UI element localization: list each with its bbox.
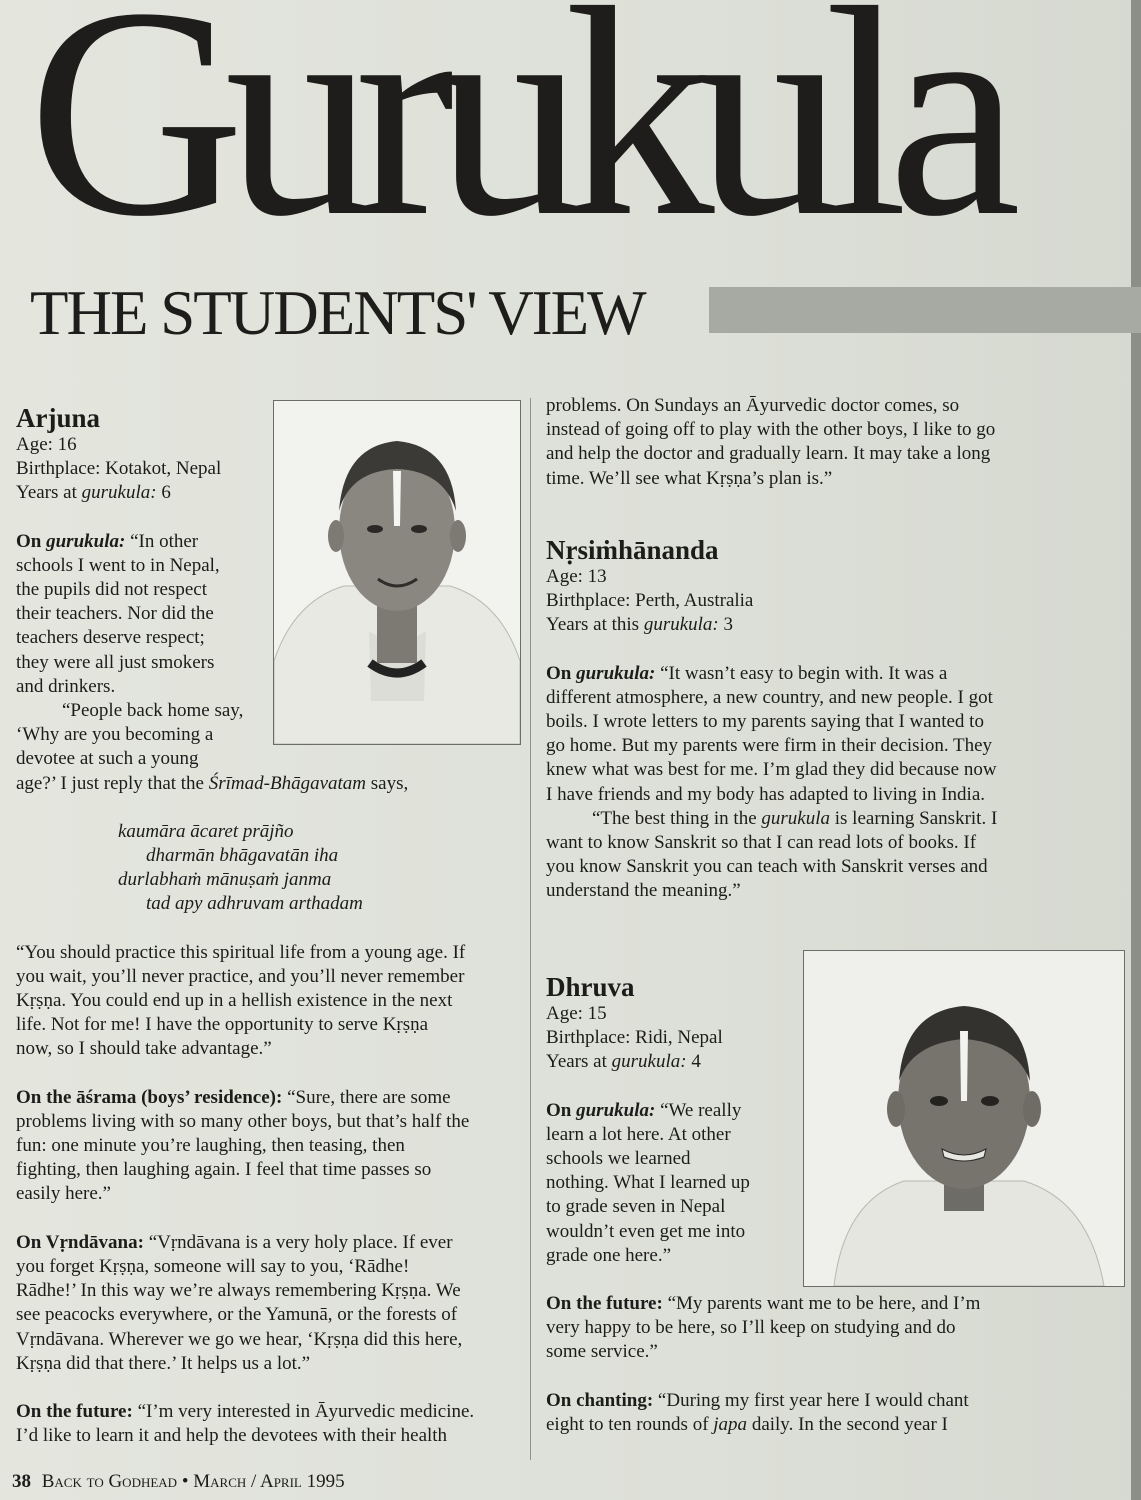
nrsimha-gurukula-text-1: different atmosphere, a new country, and new people. I got xyxy=(546,686,993,708)
magazine-name: Back to Godhead xyxy=(41,1471,178,1492)
nrsimha-age: Age: 13 xyxy=(546,566,607,587)
arjuna-years xyxy=(16,481,526,505)
dhruva-years-term: gurukula: xyxy=(611,1051,687,1073)
arjuna-gurukula-text-0: “In other xyxy=(130,530,199,552)
arjuna-asrama-text-3: fighting, then laughing again. I feel that time passes so xyxy=(16,1159,432,1181)
arjuna-vrndavana-text-1: you forget Kṛṣṇa, someone will say to you, ‘Rādhe! xyxy=(16,1255,410,1277)
dhruva-gurukula-lead-term: gurukula: xyxy=(576,1099,656,1121)
arjuna-age: Age: 16 xyxy=(16,434,77,455)
dhruva-name: Dhruva xyxy=(546,972,635,1002)
nrsimha-years-prefix: Years at this xyxy=(546,614,644,636)
nrsimha-gurukula-text-5: I have friends and my body has adapted to living in India. xyxy=(546,783,986,805)
dhruva-chanting-line-1 xyxy=(546,1389,1136,1413)
arjuna-gurukula-text-6: and drinkers. xyxy=(16,675,116,697)
verse-line-4: tad apy adhruvam arthadam xyxy=(146,893,363,915)
arjuna-years-value: 6 xyxy=(156,482,171,504)
dhruva-gurukula-text-6: grade one here.” xyxy=(546,1244,672,1266)
dhruva-gurukula-text-4: to grade seven in Nepal xyxy=(546,1196,726,1218)
dhruva-gurukula-text-2: schools we learned xyxy=(546,1148,691,1170)
nrsimha-years-value: 3 xyxy=(718,614,734,636)
dhruva-chanting-tail: daily. In the second year I xyxy=(747,1413,948,1435)
arjuna-years-term: gurukula: xyxy=(81,482,157,504)
arjuna-gurukula-text-2: the pupils did not respect xyxy=(16,579,208,601)
arjuna-future-line-1 xyxy=(16,1400,526,1424)
arjuna-people-text-1: ‘Why are you becoming a xyxy=(16,724,214,746)
arjuna-gurukula-text-5: they were all just smokers xyxy=(16,651,215,673)
dhruva-chanting-text-0: “During my first year here I would chant xyxy=(653,1389,969,1411)
arjuna-years-prefix: Years at xyxy=(16,482,82,504)
arjuna-vrndavana-lead: On Vṛndāvana: xyxy=(16,1231,144,1253)
nrsimha-section xyxy=(546,535,1136,904)
arjuna-future-text-0: “I’m very interested in Āyurvedic medicine. xyxy=(132,1400,475,1422)
page-number: 38 xyxy=(12,1471,31,1492)
dhruva-chanting-lead: On chanting: xyxy=(546,1389,654,1411)
continuation-text-3: time. We’ll see what Kṛṣṇa’s plan is.” xyxy=(546,467,833,489)
arjuna-vrndavana-text-4: Vṛndāvana. Wherever we go we hear, ‘Kṛṣṇa did this here, xyxy=(16,1328,463,1350)
nrsimha-sanskrit-text-2: understand the meaning.” xyxy=(546,880,741,902)
nrsimha-sanskrit-line-1 xyxy=(546,807,1136,831)
dhruva-section xyxy=(546,972,1136,1437)
sanskrit-verse xyxy=(16,820,526,917)
arjuna-gurukula-lead-term: gurukula: xyxy=(46,530,126,552)
nrsimha-gurukula-lead-term: gurukula: xyxy=(576,662,656,684)
continuation-text-1: instead of going off to play with the other boys, I like to go xyxy=(546,419,996,441)
nrsimha-gurukula-text-0: “It wasn’t easy to begin with. It was a xyxy=(655,662,948,684)
nrsimha-sanskrit-b: is learning Sanskrit. I xyxy=(830,807,998,829)
headline-title: Gurukula xyxy=(28,0,1002,278)
arjuna-people-last-term: Śrīmad-Bhāgavatam xyxy=(208,772,367,794)
arjuna-continuation xyxy=(546,394,1136,491)
arjuna-people-last-b: says, xyxy=(366,772,409,794)
nrsimha-gurukula-text-3: go home. But my parents were firm in their decision. They xyxy=(546,735,993,757)
nrsimha-gurukula-text-4: knew what was best for me. I’m glad they did because now xyxy=(546,759,997,781)
arjuna-vrndavana-line-1 xyxy=(16,1231,526,1255)
arjuna-practice-text-2: Kṛṣṇa. You could end up in a hellish existence in the next xyxy=(16,990,453,1012)
arjuna-asrama-text-4: easily here.” xyxy=(16,1183,111,1205)
dhruva-years-prefix: Years at xyxy=(546,1051,612,1073)
issue-date: March / April 1995 xyxy=(193,1471,345,1492)
arjuna-people-last-a: age?’ I just reply that the xyxy=(16,772,209,794)
dhruva-age: Age: 15 xyxy=(546,1003,607,1024)
nrsimha-sanskrit-a: “The best thing in the xyxy=(592,807,762,829)
nrsimha-gurukula-text-2: boils. I wrote letters to my parents saying that I wanted to xyxy=(546,711,984,733)
arjuna-section xyxy=(16,403,526,1448)
dhruva-future-text-0: “My parents want me to be here, and I’m xyxy=(662,1293,981,1315)
verse-line-2: dharmān bhāgavatān iha xyxy=(146,845,339,867)
dhruva-future-line-1 xyxy=(546,1292,1136,1316)
arjuna-vrndavana-text-2: Rādhe!’ In this way we’re always remembering Kṛṣṇa. We xyxy=(16,1280,461,1302)
dhruva-gurukula-text-5: wouldn’t even get me into xyxy=(546,1220,746,1242)
arjuna-future-text-1: I’d like to learn it and help the devotees with their health xyxy=(16,1425,448,1447)
dhruva-future-text-1: very happy to be here, so I’ll keep on studying and do xyxy=(546,1317,956,1339)
arjuna-gurukula-lead-on: On xyxy=(16,530,47,552)
arjuna-asrama-text-0: “Sure, there are some xyxy=(282,1086,451,1108)
arjuna-practice-text-3: life. Not for me! I have the opportunity to serve Kṛṣṇa xyxy=(16,1014,429,1036)
arjuna-practice-text-4: now, so I should take advantage.” xyxy=(16,1038,272,1060)
arjuna-birthplace: Birthplace: Kotakot, Nepal xyxy=(16,458,222,480)
nrsimha-sanskrit-text-1: you know Sanskrit you can teach with Sanskrit verses and xyxy=(546,856,988,878)
headline-subtitle: THE STUDENTS' VIEW xyxy=(30,278,645,348)
arjuna-gurukula-text-4: teachers deserve respect; xyxy=(16,627,205,649)
arjuna-asrama-text-1: problems living with so many other boys, but that’s half the xyxy=(16,1110,470,1132)
nrsimha-sanskrit-term: gurukula xyxy=(761,807,830,829)
arjuna-asrama-line-1 xyxy=(16,1086,526,1110)
subtitle-bar xyxy=(709,287,1141,333)
nrsimha-birthplace: Birthplace: Perth, Australia xyxy=(546,590,754,612)
dhruva-years-value: 4 xyxy=(686,1051,701,1073)
nrsimha-years-term: gurukula: xyxy=(643,614,719,636)
footer-separator: • xyxy=(181,1471,189,1492)
nrsimha-name: Nṛsiṁhānanda xyxy=(546,535,719,565)
arjuna-asrama-text-2: fun: one minute you’re laughing, then teasing, then xyxy=(16,1135,405,1157)
dhruva-chanting-text-1: eight to ten rounds of xyxy=(546,1413,714,1435)
dhruva-future-lead: On the future: xyxy=(546,1293,663,1315)
nrsimha-sanskrit-text-0: want to know Sanskrit so that I can read lots of books. If xyxy=(546,832,977,854)
nrsimha-gurukula-line-1 xyxy=(546,662,1136,686)
nrsimha-gurukula-lead-on: On xyxy=(546,662,577,684)
arjuna-vrndavana-text-0: “Vṛndāvana is a very holy place. If ever xyxy=(143,1231,453,1253)
arjuna-gurukula-text-1: schools I went to in Nepal, xyxy=(16,554,220,576)
arjuna-gurukula-text-3: their teachers. Nor did the xyxy=(16,603,214,625)
dhruva-chanting-term: japa xyxy=(713,1413,748,1435)
arjuna-future-lead: On the future: xyxy=(16,1400,133,1422)
arjuna-vrndavana-text-5: Kṛṣṇa did that there.’ It helps us a lot.” xyxy=(16,1352,311,1374)
dhruva-gurukula-text-3: nothing. What I learned up xyxy=(546,1172,750,1194)
continuation-text-2: and help the doctor and gradually learn. It may take a long xyxy=(546,443,991,465)
dhruva-future-text-2: some service.” xyxy=(546,1341,658,1363)
arjuna-practice-text-1: you wait, you’ll never practice, and you’ll never remember xyxy=(16,965,465,987)
arjuna-people-text-3 xyxy=(16,772,526,796)
dhruva-gurukula-text-0: “We really xyxy=(655,1099,742,1121)
arjuna-name: Arjuna xyxy=(16,403,101,433)
arjuna-gurukula-line-1 xyxy=(16,530,526,554)
dhruva-chanting-line-2 xyxy=(546,1413,1136,1437)
verse-line-1: kaumāra ācaret prājño xyxy=(118,820,294,842)
column-rule xyxy=(530,398,531,1460)
arjuna-practice-text-0: “You should practice this spiritual life from a young age. If xyxy=(16,941,466,963)
dhruva-gurukula-text-1: learn a lot here. At other xyxy=(546,1123,731,1145)
arjuna-asrama-lead: On the āśrama (boys’ residence): xyxy=(16,1086,283,1108)
arjuna-vrndavana-text-3: see peacocks everywhere, or the Yamunā, or the forests of xyxy=(16,1304,458,1326)
dhruva-birthplace: Birthplace: Ridi, Nepal xyxy=(546,1027,723,1049)
arjuna-people-text-2: devotee at such a young xyxy=(16,748,199,770)
dhruva-years xyxy=(546,1050,1136,1074)
arjuna-people-text-0: “People back home say, xyxy=(62,700,244,722)
dhruva-gurukula-line-1 xyxy=(546,1099,1136,1123)
continuation-text-0: problems. On Sundays an Āyurvedic doctor comes, so xyxy=(546,395,960,416)
dhruva-gurukula-lead-on: On xyxy=(546,1099,577,1121)
page-footer xyxy=(12,1471,345,1493)
nrsimha-years xyxy=(546,613,1136,637)
verse-line-3: durlabhaṁ mānuṣaṁ janma xyxy=(118,869,332,891)
